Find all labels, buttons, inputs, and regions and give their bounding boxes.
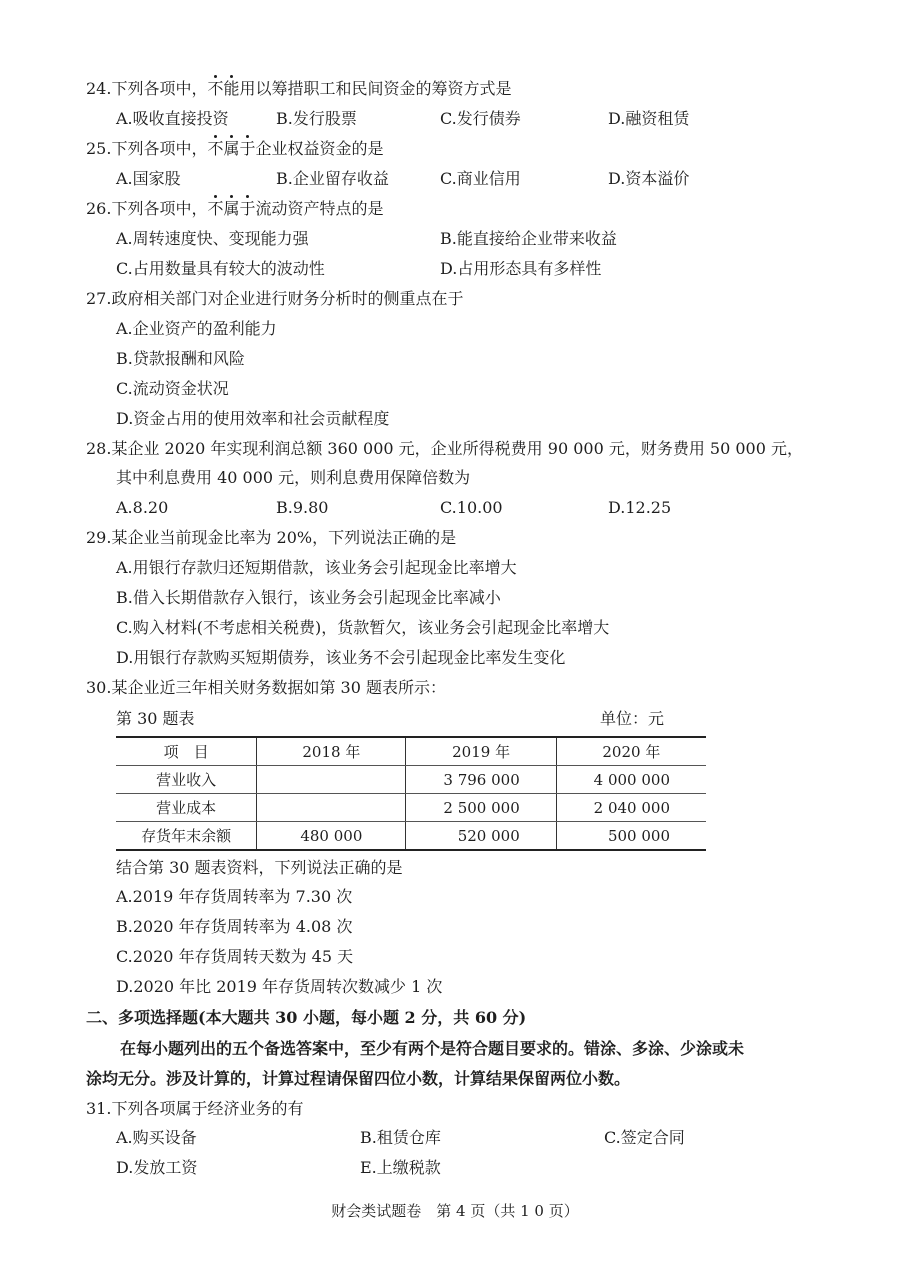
- table-row: [116, 794, 706, 822]
- question-26-stem: 26.下列各项中，不属于流动资产特点的是: [86, 199, 384, 218]
- emphasis-text: 不属于: [207, 139, 256, 158]
- option-31-d: D.发放工资: [116, 1158, 198, 1177]
- option-24-a: A.吸收直接投资: [116, 109, 229, 128]
- table-caption: 第 30 题表: [116, 709, 195, 728]
- option-27-a: A.企业资产的盈利能力: [116, 319, 277, 338]
- option-31-a: A.购买设备: [116, 1128, 197, 1147]
- section-2-instruction-line2: 涂均无分。涉及计算的，计算过程请保留四位小数，计算结果保留两位小数。: [86, 1069, 631, 1088]
- cell-value: 520 000: [406, 822, 556, 851]
- table-header-item: 项 目: [116, 737, 257, 766]
- option-26-b: B.能直接给企业带来收益: [440, 229, 617, 248]
- question-28-stem-line2: 其中利息费用 40 000 元，则利息费用保障倍数为: [116, 468, 471, 487]
- option-24-d: D.融资租赁: [608, 109, 690, 128]
- question-30-stem: 30.某企业近三年相关财务数据如第 30 题表所示：: [86, 678, 446, 697]
- option-30-d: D.2020 年比 2019 年存货周转次数减少 1 次: [116, 977, 443, 996]
- table-row: [116, 766, 706, 794]
- option-31-b: B.租赁仓库: [360, 1128, 441, 1147]
- cell-value: [257, 794, 406, 822]
- table-unit: 单位：元: [600, 709, 665, 728]
- page-footer: 财会类试题卷 第 4 页（共 1 0 页）: [331, 1202, 579, 1220]
- question-30-stem-after: 结合第 30 题表资料，下列说法正确的是: [116, 858, 403, 877]
- cell-value: 3 796 000: [406, 766, 556, 794]
- option-31-e: E.上缴税款: [360, 1158, 441, 1177]
- option-25-a: A.国家股: [116, 169, 181, 188]
- option-30-b: B.2020 年存货周转率为 4.08 次: [116, 917, 353, 936]
- row-label: 存货年末余额: [116, 822, 257, 851]
- question-25-stem: 25.下列各项中，不属于企业权益资金的是: [86, 139, 384, 158]
- option-30-c: C.2020 年存货周转天数为 45 天: [116, 947, 354, 966]
- row-label: 营业收入: [116, 766, 257, 794]
- option-27-b: B.贷款报酬和风险: [116, 349, 245, 368]
- option-24-b: B.发行股票: [276, 109, 357, 128]
- option-25-b: B.企业留存收益: [276, 169, 389, 188]
- option-28-b: B.9.80: [276, 498, 329, 517]
- option-29-d: D.用银行存款购买短期债券，该业务不会引起现金比率发生变化: [116, 648, 566, 667]
- emphasis-text: 不能: [207, 79, 240, 98]
- option-25-c: C.商业信用: [440, 169, 521, 188]
- table-header-2018: 2018 年: [257, 737, 406, 766]
- option-31-c: C.签定合同: [604, 1128, 685, 1147]
- option-30-a: A.2019 年存货周转率为 7.30 次: [116, 887, 353, 906]
- cell-value: 2 040 000: [556, 794, 706, 822]
- question-30-table: [116, 736, 706, 851]
- option-28-d: D.12.25: [608, 498, 672, 517]
- option-25-d: D.资本溢价: [608, 169, 690, 188]
- option-29-a: A.用银行存款归还短期借款，该业务会引起现金比率增大: [116, 558, 517, 577]
- question-29-stem: 29.某企业当前现金比率为 20%，下列说法正确的是: [86, 528, 457, 547]
- table-header-row: [116, 737, 706, 766]
- option-27-c: C.流动资金状况: [116, 379, 229, 398]
- option-26-a: A.周转速度快、变现能力强: [116, 229, 309, 248]
- table-header-2020: 2020 年: [556, 737, 706, 766]
- question-24-stem: 24.下列各项中，不能用以筹措职工和民间资金的筹资方式是: [86, 79, 512, 98]
- option-28-c: C.10.00: [440, 498, 503, 517]
- question-27-stem: 27.政府相关部门对企业进行财务分析时的侧重点在于: [86, 289, 464, 308]
- question-28-stem-line1: 28.某企业 2020 年实现利润总额 360 000 元，企业所得税费用 90 000 元，财务费用 50 000 元，: [86, 439, 803, 458]
- emphasis-text: 不属于: [207, 199, 256, 218]
- option-24-c: C.发行债券: [440, 109, 521, 128]
- section-2-instruction-line1: 在每小题列出的五个备选答案中，至少有两个是符合题目要求的。错涂、多涂、少涂或未: [120, 1039, 745, 1058]
- table-row: [116, 822, 706, 851]
- option-29-b: B.借入长期借款存入银行，该业务会引起现金比率减小: [116, 588, 501, 607]
- option-26-d: D.占用形态具有多样性: [440, 259, 602, 278]
- option-26-c: C.占用数量具有较大的波动性: [116, 259, 325, 278]
- cell-value: 480 000: [257, 822, 406, 851]
- cell-value: 500 000: [556, 822, 706, 851]
- cell-value: [257, 766, 406, 794]
- table-header-2019: 2019 年: [406, 737, 556, 766]
- section-2-title: 二、多项选择题(本大题共 30 小题，每小题 2 分，共 60 分): [86, 1008, 527, 1027]
- cell-value: 4 000 000: [556, 766, 706, 794]
- option-29-c: C.购入材料(不考虑相关税费)，货款暂欠，该业务会引起现金比率增大: [116, 618, 610, 637]
- row-label: 营业成本: [116, 794, 257, 822]
- question-31-stem: 31.下列各项属于经济业务的有: [86, 1099, 304, 1118]
- cell-value: 2 500 000: [406, 794, 556, 822]
- option-27-d: D.资金占用的使用效率和社会贡献程度: [116, 409, 390, 428]
- option-28-a: A.8.20: [116, 498, 169, 517]
